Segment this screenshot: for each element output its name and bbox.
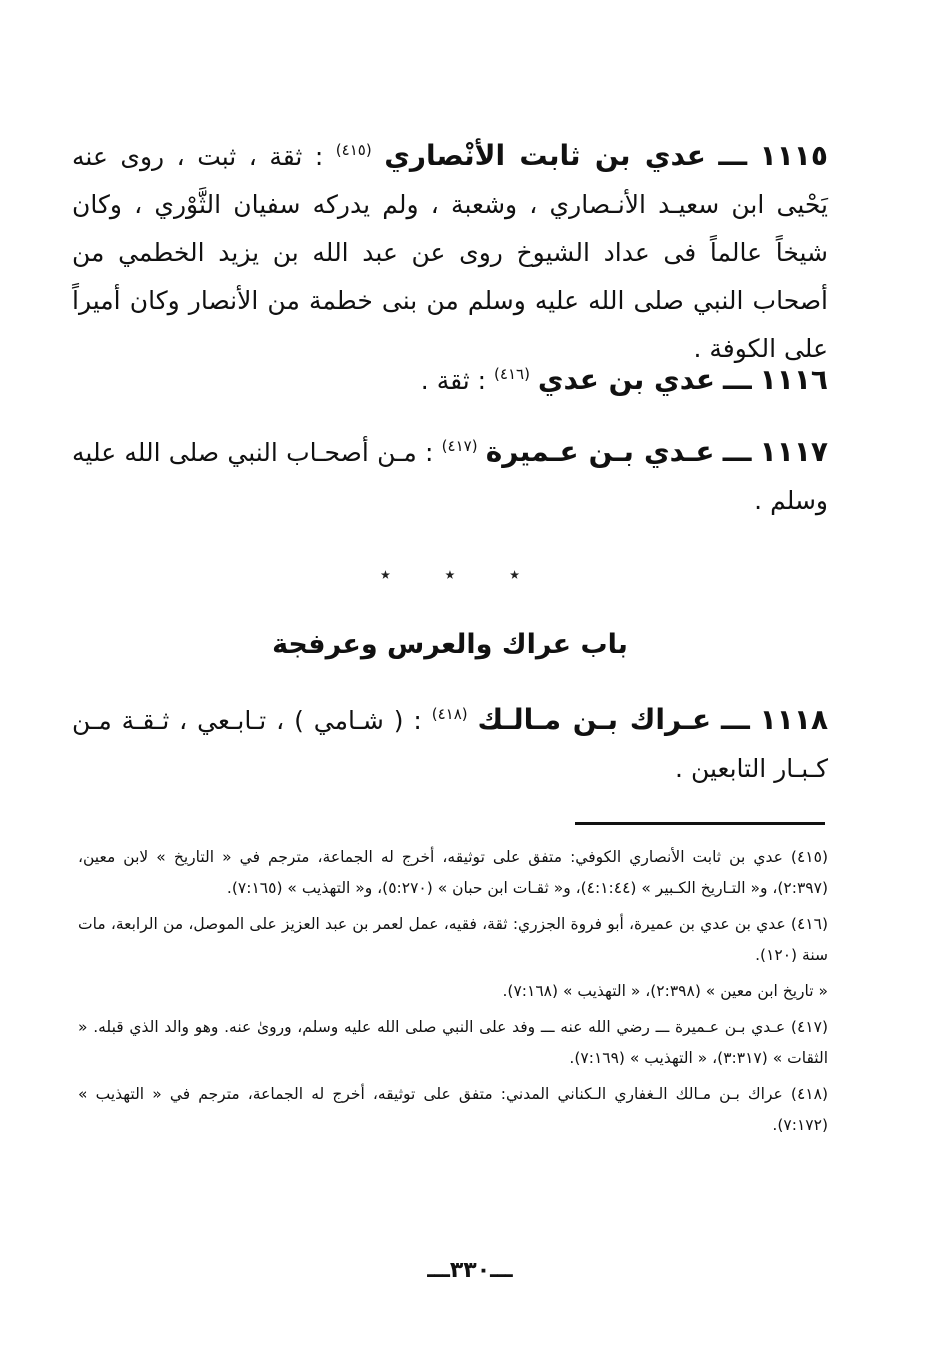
entry-number: ١١١٧	[759, 435, 828, 468]
footnote-ref: (٤١٥)	[335, 141, 372, 159]
entry-dash: ـــ	[721, 703, 750, 736]
narrator-name: عـدي بـن عـميرة	[485, 435, 715, 468]
star-icon: ٭	[444, 562, 456, 586]
footnote-ref: (٤١٦)	[494, 365, 530, 383]
footnote-418: (٤١٨) عراك بـن مـالك الـغفاري الـكناني المدني: متفق على توثيقه، أخرج له الجماعة، مترجم في « التهذيب » (٧:١٧٢).	[78, 1085, 828, 1134]
footnote-415: (٤١٥) عدي بن ثابت الأنصاري الكوفي: متفق على توثيقه، أخرج له الجماعة، مترجم في « التاريخ » لابن معين، (٢:٣٩٧)، و« التـاريخ الكـبير » (٤:١:٤٤)، و« ثقـات ابن حبان » (٥:٢٧٠)، و« التهذيب » (٧:١٦٥).	[78, 848, 828, 897]
footnote-ref: (٤١٨)	[431, 705, 468, 723]
entry-number: ١١١٥	[759, 139, 828, 172]
footnote-416: (٤١٦) عدي بن عدي بن عميرة، أبو فروة الجزري: ثقة، فقيه، عمل لعمر بن عبد العزيز على الموصل، من الرابعة، مات سنة (١٢٠).	[78, 915, 828, 964]
page-number: ـــ٣٣٠ـــ	[427, 1258, 513, 1283]
entry-1116	[72, 350, 828, 405]
entry-1115	[72, 126, 828, 373]
entry-dash: ـــ	[722, 435, 752, 468]
entry-1118	[72, 690, 828, 793]
footnote-416-refs: « تاريخ ابن معين » (٢:٣٩٨)، « التهذيب » (٧:١٦٨).	[502, 982, 828, 1000]
entry-dash: ـــ	[722, 363, 752, 396]
footnotes	[78, 842, 828, 1146]
footnote-ref: (٤١٧)	[441, 437, 478, 455]
section-separator	[380, 560, 520, 588]
entry-number: ١١١٦	[759, 363, 828, 396]
entry-1117	[72, 422, 828, 525]
narrator-name: عدي بن ثابت الأنْصاري	[384, 139, 706, 172]
chapter-title: باب عراك والعرس وعرفجة	[272, 629, 628, 660]
entry-text: : ثقة .	[420, 366, 487, 395]
entry-text: : مـن أصحـاب النبي صلى الله عليه وسلم .	[72, 438, 828, 515]
entry-number: ١١١٨	[759, 703, 829, 736]
star-icon: ٭	[509, 562, 520, 586]
narrator-name: عدي بن عدي	[537, 363, 716, 396]
entry-dash: ـــ	[718, 139, 748, 172]
entry-text: : ثقة ، ثبت ، روى عنه يَحْيى ابن سعيـد الأنـصاري ، وشعبة ، ولم يدركه سفيان الثَّوْري ، وكان شيخاً عالماً فى عداد الشيوخ روى عن عبد الله بن يزيد الخطمي من أصحاب النبي صلى الله عليه وسلم من بنى خطمة من الأنصار وكان أميراً على الكوفة .	[72, 142, 828, 363]
narrator-name: عـراك بـن مـالـك	[477, 703, 712, 736]
entry-text: : ( شـامي ) ، تـابـعي ، ثـقـة مـن كـبـار التابعين .	[72, 706, 828, 783]
footnote-417: (٤١٧) عـدي بـن عـميرة ـــ رضي الله عنه ـــ وفد على النبي صلى الله عليه وسلم، وروىٰ عنه. وهو والد الذي قبله. « الثقات » (٣:٣١٧)، « التهذيب » (٧:١٦٩).	[78, 1018, 828, 1067]
star-icon: ٭	[380, 562, 391, 586]
footnote-divider	[575, 822, 825, 825]
